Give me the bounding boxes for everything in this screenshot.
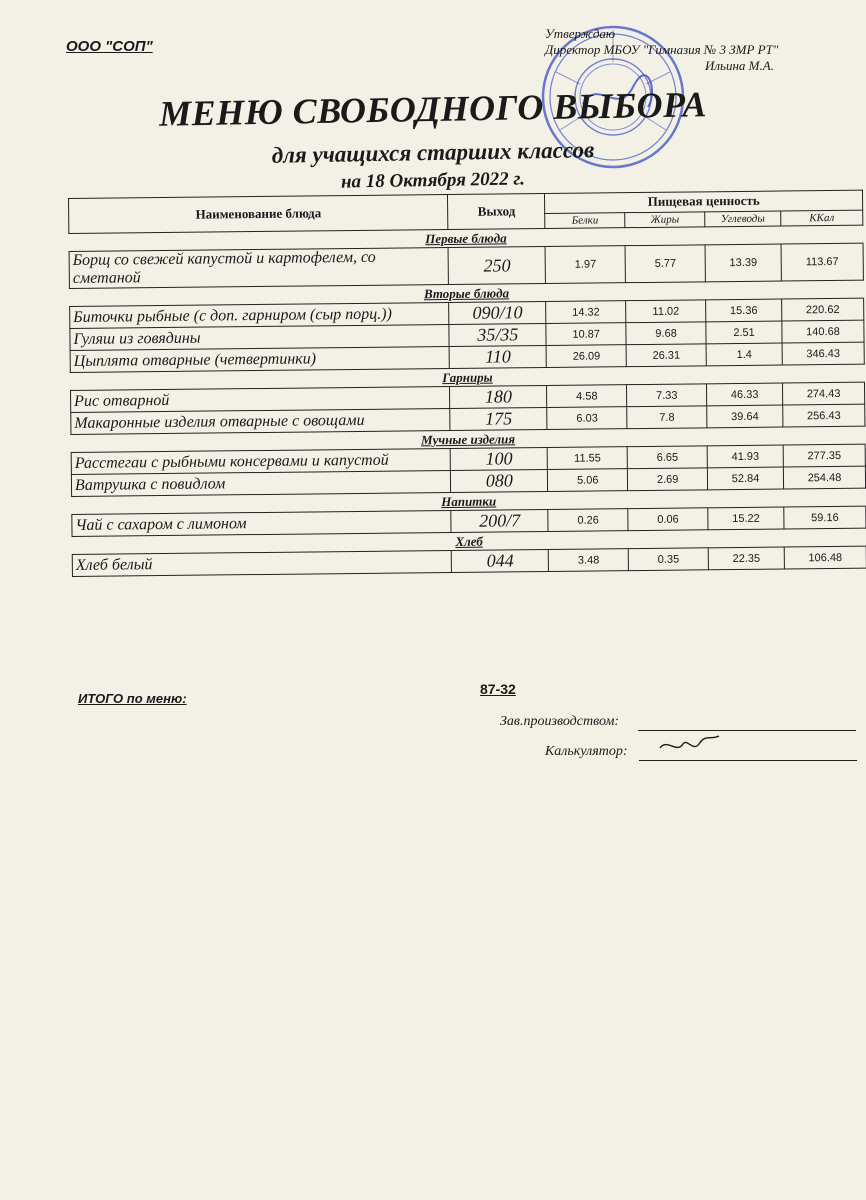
- dish-kcal: 59.16: [784, 506, 866, 529]
- dish-yield: 180: [450, 385, 547, 408]
- dish-carbs: 15.36: [706, 299, 782, 322]
- dish-protein: 11.55: [547, 447, 627, 470]
- dish-protein: 5.06: [548, 469, 628, 492]
- calculator-signature-label: Калькулятор:: [545, 744, 628, 759]
- dish-carbs: 15.22: [708, 507, 784, 530]
- dish-kcal: 274.43: [783, 382, 865, 405]
- dish-yield: 250: [448, 247, 545, 285]
- dish-carbs: 2.51: [706, 321, 782, 344]
- dish-fat: 0.06: [628, 508, 708, 531]
- dish-yield: 100: [451, 447, 548, 470]
- category-label: Мучные изделия: [71, 426, 865, 452]
- dish-protein: 3.48: [549, 549, 629, 572]
- dish-name: Хлеб белый: [72, 551, 452, 577]
- dish-fat: 6.65: [627, 446, 707, 469]
- dish-yield: 044: [452, 549, 549, 572]
- dish-name: Макаронные изделия отварные с овощами: [71, 409, 451, 435]
- dish-protein: 4.58: [547, 385, 627, 408]
- approval-line-name: Ильина М.А.: [705, 58, 774, 73]
- dish-name: Цыплята отварные (четвертинки): [70, 347, 450, 373]
- dish-kcal: 140.68: [782, 320, 864, 343]
- calculator-signature: [545, 744, 628, 760]
- approval-line-approve: Утверждаю: [545, 26, 616, 41]
- dish-name: Гуляш из говядины: [70, 325, 450, 351]
- dish-fat: 2.69: [628, 468, 708, 491]
- dish-fat: 7.33: [627, 384, 707, 407]
- dish-kcal: 220.62: [782, 298, 864, 321]
- menu-date: на 18 Октября 2022 г.: [340, 168, 526, 193]
- production-signature-label: Зав.производством:: [500, 714, 620, 729]
- dish-protein: 1.97: [545, 246, 625, 284]
- dish-kcal: 277.35: [783, 444, 865, 467]
- column-header-nutrition: Пищевая ценность: [545, 190, 863, 213]
- menu-table: [68, 190, 866, 577]
- dish-protein: 14.32: [546, 301, 626, 324]
- organization-name: ООО "СОП": [66, 38, 153, 55]
- dish-yield: 200/7: [451, 509, 548, 532]
- dish-fat: 9.68: [626, 322, 706, 345]
- page-subtitle: для учащихся старших классов: [271, 137, 595, 168]
- total-label: ИТОГО по меню:: [78, 691, 187, 706]
- category-label: Первые блюда: [69, 225, 863, 251]
- menu-table-body: [69, 225, 866, 576]
- calculator-signature-line: [639, 760, 857, 761]
- dish-fat: 0.35: [628, 548, 708, 571]
- category-label: Хлеб: [72, 528, 866, 554]
- dish-carbs: 46.33: [707, 383, 783, 406]
- dish-yield: 175: [450, 407, 547, 430]
- dish-kcal: 254.48: [783, 466, 865, 489]
- dish-carbs: 22.35: [708, 547, 784, 570]
- dish-carbs: 52.84: [707, 467, 783, 490]
- dish-protein: 6.03: [547, 407, 627, 430]
- column-header-yield: Выход: [448, 194, 545, 230]
- dish-name: Расстегаи с рыбными консервами и капустой: [71, 449, 451, 475]
- dish-protein: 10.87: [546, 323, 626, 346]
- dish-name: Чай с сахаром с лимоном: [72, 511, 452, 537]
- column-header-protein: Белки: [545, 212, 625, 228]
- dish-fat: 7.8: [627, 406, 707, 429]
- dish-carbs: 39.64: [707, 405, 783, 428]
- total-value: 87-32: [480, 681, 516, 697]
- dish-kcal: 113.67: [781, 243, 863, 281]
- dish-name: Рис отварной: [71, 387, 451, 413]
- dish-carbs: 41.93: [707, 445, 783, 468]
- dish-kcal: 346.43: [782, 342, 864, 365]
- dish-fat: 26.31: [626, 344, 706, 367]
- dish-name: Борщ со свежей капустой и картофелем, со сметаной: [69, 248, 449, 289]
- menu-table-wrapper: [68, 190, 866, 577]
- dish-kcal: 256.43: [783, 404, 865, 427]
- dish-protein: 0.26: [548, 509, 628, 532]
- dish-name: Ватрушка с повидлом: [71, 471, 451, 497]
- category-label: Вторые блюда: [69, 280, 863, 306]
- dish-fat: 11.02: [626, 300, 706, 323]
- production-signature: [500, 714, 619, 730]
- dish-yield: 110: [449, 345, 546, 368]
- dish-yield: 080: [451, 469, 548, 492]
- category-label: Гарниры: [70, 364, 864, 390]
- handwritten-signature-icon: [655, 730, 725, 760]
- approval-block: [545, 26, 855, 74]
- dish-yield: 090/10: [449, 302, 546, 325]
- approval-line-director: Директор МБОУ "Гимназия № 3 ЗМР РТ": [545, 42, 779, 57]
- dish-protein: 26.09: [546, 345, 626, 368]
- column-header-name: Наименование блюда: [69, 195, 449, 234]
- column-header-fat: Жиры: [625, 211, 705, 227]
- dish-kcal: 106.48: [784, 546, 866, 569]
- dish-fat: 5.77: [625, 245, 705, 283]
- page-title: МЕНЮ СВОБОДНОГО ВЫБОРА: [158, 84, 708, 134]
- column-header-kcal: ККал: [781, 210, 863, 226]
- dish-yield: 35/35: [449, 323, 546, 346]
- column-header-carbs: Углеводы: [705, 211, 781, 227]
- dish-carbs: 13.39: [705, 244, 781, 282]
- dish-name: Биточки рыбные (с доп. гарниром (сыр порц.)): [70, 303, 450, 329]
- category-label: Напитки: [72, 488, 866, 514]
- dish-carbs: 1.4: [706, 343, 782, 366]
